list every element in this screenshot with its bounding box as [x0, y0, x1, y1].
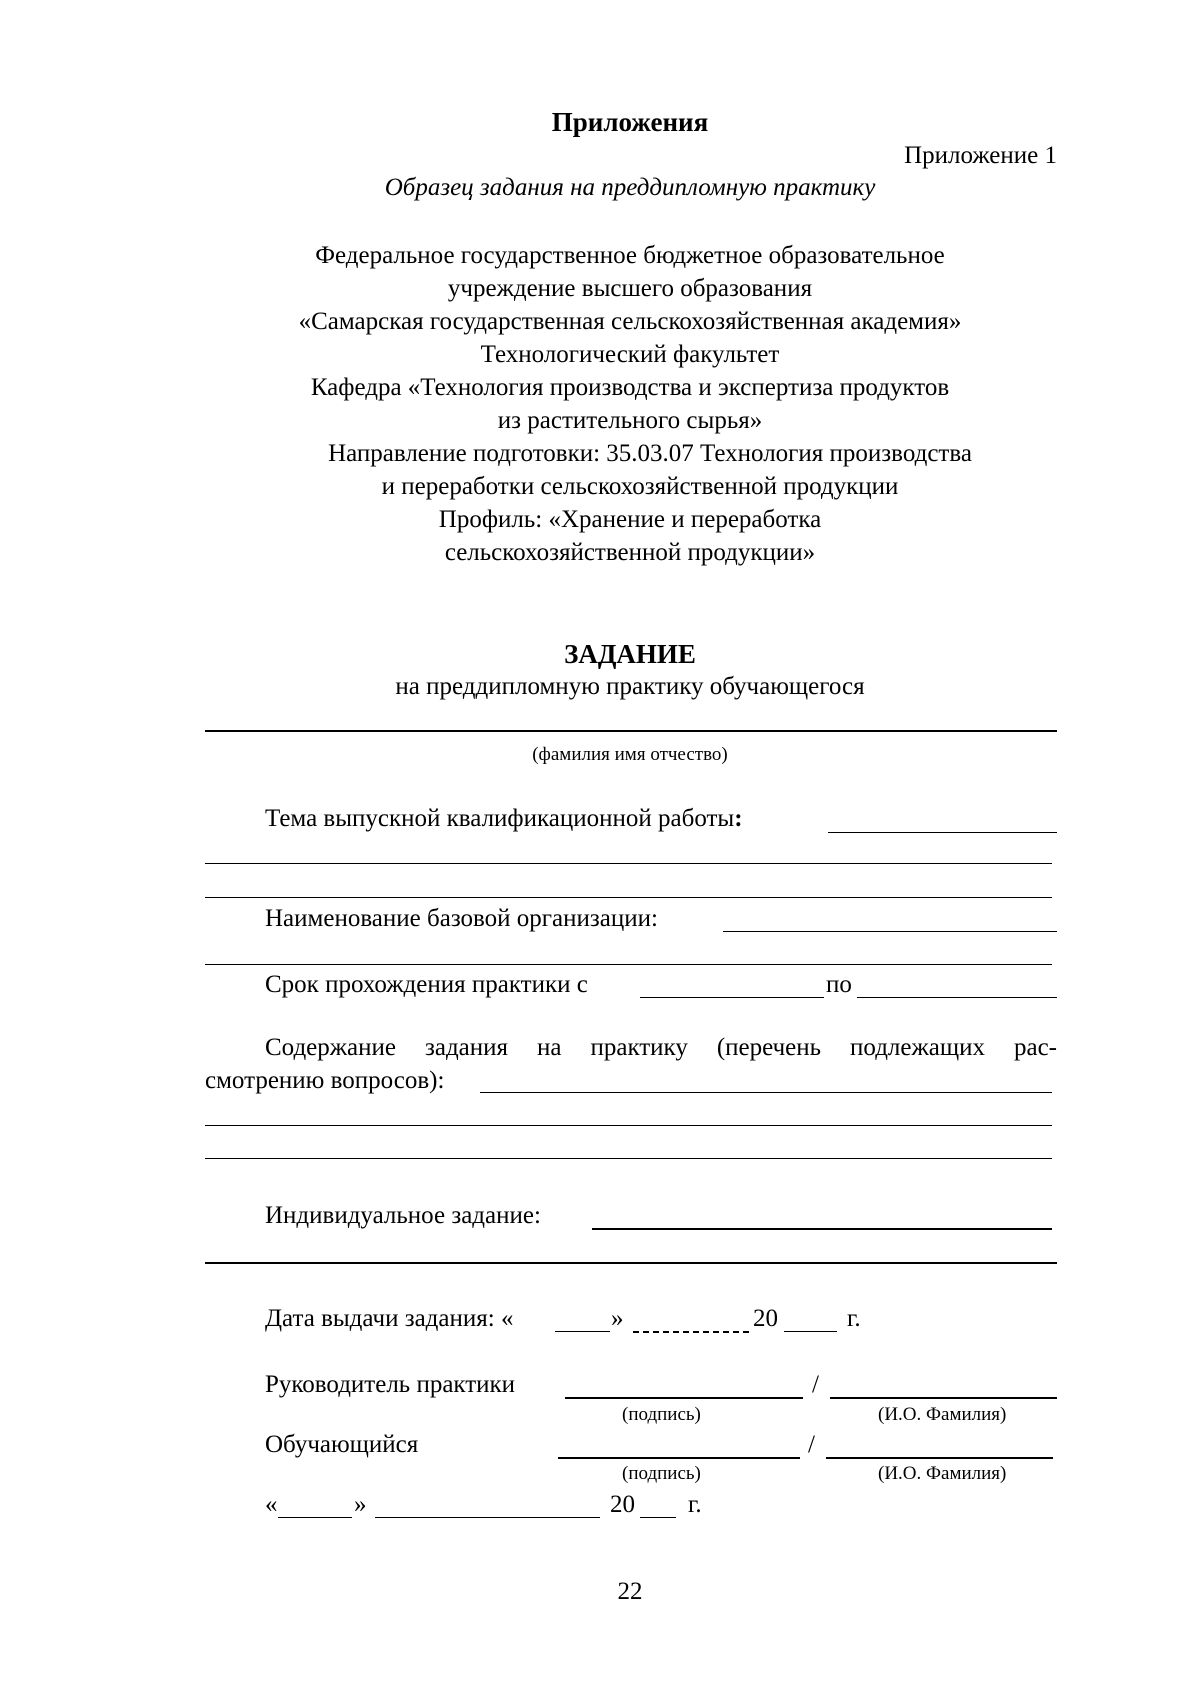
final-date-open-quote: «	[265, 1488, 278, 1522]
department-line-1: Кафедра «Технология производства и экспертиза продуктов	[0, 371, 1200, 405]
student-signature-line[interactable]	[558, 1457, 800, 1459]
direction-line-1: Направление подготовки: 35.03.07 Технология производства	[0, 437, 1200, 471]
appendix-subtitle: Образец задания на преддипломную практику	[0, 171, 1200, 205]
student-label: Обучающийся	[265, 1428, 418, 1462]
organization-input-line-1[interactable]	[723, 931, 1057, 932]
student-name-caption: (фамилия имя отчество)	[0, 743, 1200, 767]
issue-date-year-prefix: 20	[753, 1302, 778, 1336]
direction-line-2: и переработки сельскохозяйственной продукции	[0, 470, 1200, 504]
institution-line-1: Федеральное государственное бюджетное образовательное	[0, 239, 1200, 273]
final-date-close-quote: »	[354, 1488, 367, 1522]
period-label: Срок прохождения практики с	[265, 968, 588, 1002]
content-input-line-2[interactable]	[205, 1125, 1052, 1126]
issue-date-year-line[interactable]	[784, 1331, 837, 1332]
final-date-day-line[interactable]	[278, 1517, 352, 1518]
student-name-caption: (И.О. Фамилия)	[878, 1462, 1006, 1486]
supervisor-name-caption: (И.О. Фамилия)	[878, 1403, 1006, 1427]
student-name-line[interactable]	[826, 1457, 1053, 1459]
individual-task-input-line-2[interactable]	[205, 1262, 1057, 1264]
document-page	[0, 0, 1200, 1703]
topic-input-line-1[interactable]	[828, 832, 1057, 833]
topic-label: Тема выпускной квалификационной работы:	[265, 802, 743, 836]
topic-input-line-2[interactable]	[205, 863, 1052, 864]
profile-line-2: сельскохозяйственной продукции»	[0, 536, 1200, 570]
period-to-label: по	[826, 968, 852, 1002]
issue-date-close-quote: »	[611, 1302, 624, 1336]
appendix-label: Приложение 1	[904, 139, 1057, 173]
page-number: 22	[0, 1575, 1200, 1609]
period-end-line[interactable]	[857, 997, 1057, 998]
faculty-line: Технологический факультет	[0, 338, 1200, 372]
supervisor-name-line[interactable]	[830, 1397, 1057, 1399]
content-label-line-1: Содержание задания на практику (перечень подлежащих рас-	[265, 1031, 1057, 1065]
final-date-suffix: г.	[688, 1488, 702, 1522]
institution-line-2: учреждение высшего образования	[0, 272, 1200, 306]
final-date-month-line[interactable]	[375, 1517, 600, 1518]
supervisor-slash: /	[812, 1368, 819, 1402]
content-input-line-1[interactable]	[480, 1092, 1052, 1093]
profile-line-1: Профиль: «Хранение и переработка	[0, 503, 1200, 537]
supervisor-signature-caption: (подпись)	[622, 1403, 701, 1427]
content-input-line-3[interactable]	[205, 1158, 1052, 1159]
task-subtitle: на преддипломную практику обучающегося	[0, 670, 1200, 704]
individual-task-input-line-1[interactable]	[592, 1228, 1052, 1230]
issue-date-day-line[interactable]	[555, 1331, 610, 1332]
task-title: ЗАДАНИЕ	[0, 637, 1200, 671]
issue-date-month-line[interactable]	[633, 1331, 749, 1333]
student-slash: /	[808, 1428, 815, 1462]
supervisor-signature-line[interactable]	[565, 1397, 803, 1399]
page-heading: Приложения	[0, 105, 1200, 139]
organization-input-line-2[interactable]	[205, 964, 1052, 965]
organization-label: Наименование базовой организации:	[265, 902, 658, 936]
issue-date-suffix: г.	[847, 1302, 861, 1336]
issue-date-label: Дата выдачи задания: «	[265, 1302, 513, 1336]
student-name-line[interactable]	[205, 730, 1057, 732]
student-signature-caption: (подпись)	[622, 1462, 701, 1486]
final-date-year-line[interactable]	[640, 1517, 676, 1518]
final-date-year-prefix: 20	[610, 1488, 635, 1522]
content-label-line-2: смотрению вопросов):	[205, 1064, 444, 1098]
period-start-line[interactable]	[640, 997, 824, 998]
individual-task-label: Индивидуальное задание:	[265, 1199, 541, 1233]
supervisor-label: Руководитель практики	[265, 1368, 515, 1402]
topic-input-line-3[interactable]	[205, 897, 1052, 898]
institution-line-3: «Самарская государственная сельскохозяйственная академия»	[0, 305, 1200, 339]
department-line-2: из растительного сырья»	[0, 404, 1200, 438]
